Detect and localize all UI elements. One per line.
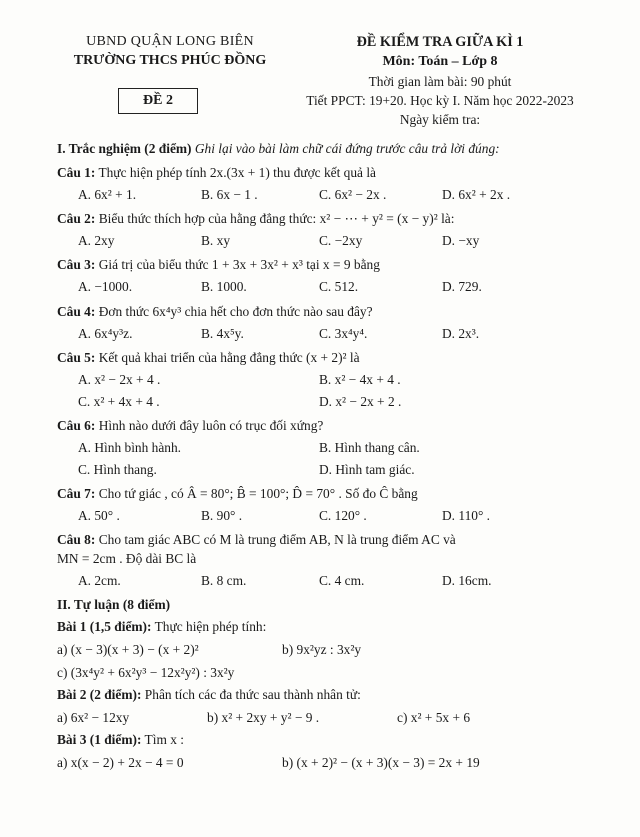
header-left (55, 34, 285, 70)
bai-1-row2 (57, 665, 617, 681)
option-a: A. x² − 2x + 4 . (78, 371, 161, 387)
option-b: B. xy (201, 233, 231, 249)
option-b: B. x² − 4x + 4 . (319, 371, 401, 387)
problem-text: Tìm x : (144, 732, 184, 748)
option-d: D. −xy (442, 233, 480, 249)
period: Tiết PPCT: 19+20. Học kỳ I. Năm học 2022-2023 (306, 92, 574, 108)
option-d: D. Hình tam giác. (319, 462, 415, 478)
bai-1-b: b) 9x²yz : 3x²y (282, 641, 362, 657)
option-b: B. 1000. (201, 279, 247, 295)
question-label: Câu 5: (57, 349, 96, 365)
option-c: C. −2xy (319, 233, 363, 249)
question-8-line2: MN = 2cm . Độ dài BC là (57, 551, 197, 567)
option-a: A. Hình bình hành. (78, 440, 182, 456)
question-label: Câu 3: (57, 257, 96, 273)
option-a: A. 6x⁴y³z. (78, 325, 133, 341)
bai-1 (57, 619, 617, 635)
option-c: C. 6x² − 2x . (319, 187, 387, 203)
problem-label: Bài 2 (2 điểm): (57, 686, 142, 702)
option-d: D. 729. (442, 279, 482, 295)
question-6-options-row2 (57, 462, 617, 478)
option-d: D. 6x² + 2x . (442, 187, 511, 203)
question-label: Câu 6: (57, 417, 96, 433)
question-5-options-row2 (57, 394, 617, 410)
part1-title (57, 141, 617, 157)
option-c: C. 512. (319, 279, 359, 295)
question-text: Cho tam giác ABC có M là trung điểm AB, N là trung điểm AC và (98, 532, 456, 548)
bai-1-a: a) (x − 3)(x + 3) − (x + 2)² (57, 641, 199, 657)
option-d: D. 16cm. (442, 573, 492, 589)
question-2 (57, 211, 617, 227)
question-label: Câu 7: (57, 486, 96, 502)
option-b: B. 4x⁵y. (201, 325, 244, 341)
question-7 (57, 486, 617, 502)
bai-2-a: a) 6x² − 12xy (57, 709, 130, 725)
question-label: Câu 2: (57, 211, 96, 227)
option-a: A. 50° . (78, 508, 120, 524)
option-c: C. 4 cm. (319, 573, 365, 589)
problem-text: Thực hiện phép tính: (154, 618, 267, 634)
subject: Môn: Toán – Lớp 8 (382, 54, 498, 70)
exam-date: Ngày kiểm tra: (399, 111, 481, 127)
problem-label: Bài 3 (1 điểm): (57, 732, 142, 748)
question-6-options-row1 (57, 440, 617, 456)
bai-2 (57, 687, 617, 703)
part1-instruction: Ghi lại vào bài làm chữ cái đứng trước câu trả lời đúng: (194, 141, 500, 156)
option-c: C. 120° . (319, 508, 367, 524)
option-b: B. 6x − 1 . (201, 187, 258, 203)
question-6 (57, 418, 617, 434)
question-label: Câu 1: (57, 165, 96, 181)
bai-3-a: a) x(x − 2) + 2x − 4 = 0 (57, 755, 184, 771)
question-text: Biểu thức thích hợp của hằng đẳng thức: x² − ⋯ + y² = (x − y)² là: (98, 211, 455, 227)
exam-code-box: ĐỀ 2 (118, 88, 198, 114)
bai-3-b: b) (x + 2)² − (x + 3)(x − 3) = 2x + 19 (282, 755, 480, 771)
question-text: Đơn thức 6x⁴y³ chia hết cho đơn thức nào sau đây? (98, 303, 373, 319)
problem-label: Bài 1 (1,5 điểm): (57, 618, 152, 634)
bai-1-row1 (57, 642, 617, 658)
bai-2-b: b) x² + 2xy + y² − 9 . (207, 709, 320, 725)
question-5-options-row1 (57, 372, 617, 388)
question-8 (57, 532, 617, 548)
bai-3-row (57, 755, 617, 771)
question-text: Hình nào dưới đây luôn có trục đối xứng? (98, 417, 324, 433)
exam-title: ĐỀ KIỂM TRA GIỮA KÌ 1 (356, 34, 524, 50)
question-7-options (57, 508, 617, 524)
option-a: A. −1000. (78, 279, 133, 295)
question-1-options (57, 187, 617, 203)
option-a: A. 2cm. (78, 573, 121, 589)
question-4-options (57, 326, 617, 342)
question-5 (57, 350, 617, 366)
exam-body (57, 141, 617, 771)
bai-2-c: c) x² + 5x + 6 (397, 709, 471, 725)
option-a: A. 6x² + 1. (78, 187, 137, 203)
option-c: C. Hình thang. (78, 462, 157, 478)
question-text: Kết quả khai triển của hằng đẳng thức (x + 2)² là (98, 349, 360, 365)
question-text: Thực hiện phép tính 2x.(3x + 1) thu được kết quả là (98, 165, 376, 181)
school-name: TRƯỜNG THCS PHÚC ĐỒNG (73, 52, 267, 68)
part2-title: II. Tự luận (8 điểm) (57, 596, 171, 612)
question-1 (57, 165, 617, 181)
option-a: A. 2xy (78, 233, 115, 249)
org-name: UBND QUẬN LONG BIÊN (86, 34, 254, 49)
option-c: C. 3x⁴y⁴. (319, 325, 368, 341)
question-label: Câu 8: (57, 532, 96, 548)
question-text: Giá trị của biểu thức 1 + 3x + 3x² + x³ tại x = 9 bằng (98, 257, 380, 273)
question-3-options (57, 279, 617, 295)
option-b: B. Hình thang cân. (319, 440, 420, 456)
option-b: B. 90° . (201, 508, 243, 524)
header-right (270, 34, 610, 131)
bai-3 (57, 732, 617, 748)
duration: Thời gian làm bài: 90 phút (368, 73, 512, 89)
bai-1-c: c) (3x⁴y² + 6x²y³ − 12x²y²) : 3x²y (57, 664, 235, 680)
part1-heading: I. Trắc nghiệm (2 điểm) (57, 141, 192, 156)
option-c: C. x² + 4x + 4 . (78, 393, 160, 409)
question-2-options (57, 233, 617, 249)
question-label: Câu 4: (57, 303, 96, 319)
question-4 (57, 304, 617, 320)
option-d: D. 2x³. (442, 325, 480, 341)
option-b: B. 8 cm. (201, 573, 247, 589)
question-8-options (57, 573, 617, 589)
problem-text: Phân tích các đa thức sau thành nhân tử: (144, 686, 361, 702)
question-text: Cho tứ giác , có Â = 80°; B̂ = 100°; D̂ = 70° . Số đo Ĉ bằng (98, 486, 418, 502)
option-d: D. 110° . (442, 508, 491, 524)
option-d: D. x² − 2x + 2 . (319, 393, 402, 409)
bai-2-row (57, 710, 617, 726)
question-3 (57, 257, 617, 273)
